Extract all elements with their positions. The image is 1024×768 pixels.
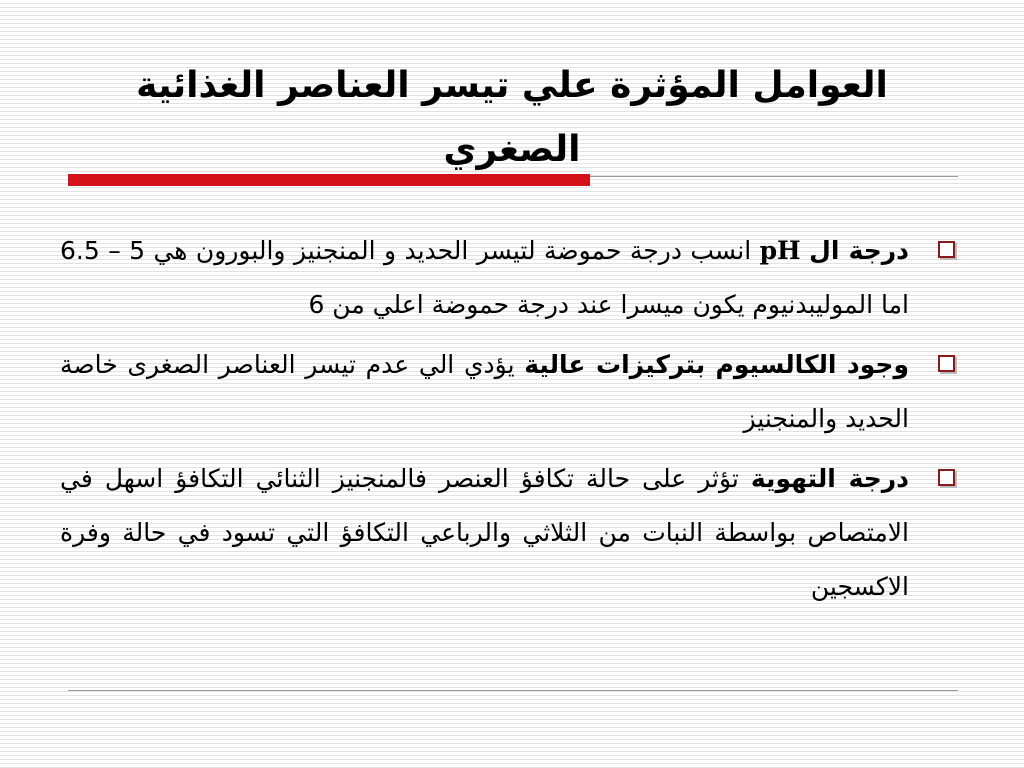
item-text: تؤثر على حالة تكافؤ العنصر فالمنجنيز الثنائي التكافؤ اسهل في الامتصاص بواسطة النبات من الثلاثي والرباعي التكافؤ التي تسود في حالة وفرة الاكسجين: [60, 464, 909, 601]
list-item-aeration: [60, 452, 965, 614]
item-lead: درجة التهوية: [750, 464, 909, 493]
item-text: انسب درجة حموضة لتيسر الحديد و المنجنيز والبورون هي 5 – 6.5 اما الموليبدنيوم يكون ميسرا عند درجة حموضة اعلي من 6: [60, 236, 909, 319]
list-item-ph: [60, 224, 965, 332]
item-text: يؤدي الي عدم تيسر العناصر الصغرى خاصة الحديد والمنجنيز: [60, 350, 909, 433]
title-line-2: الصغري: [443, 129, 581, 171]
hollow-square-bullet-icon: [938, 355, 955, 372]
title-accent-bar: [68, 174, 590, 186]
bullet-list: [60, 224, 965, 620]
hollow-square-bullet-icon: [938, 241, 955, 258]
item-lead: درجة ال: [809, 236, 909, 265]
slide-title: [40, 54, 984, 182]
footer-divider-line: [68, 690, 958, 691]
ph-term: pH: [759, 236, 801, 265]
hollow-square-bullet-icon: [938, 469, 955, 486]
item-lead: وجود الكالسيوم بتركيزات عالية: [524, 350, 909, 379]
title-line-1: العوامل المؤثرة علي تيسر العناصر الغذائية: [136, 65, 888, 107]
list-item-calcium: [60, 338, 965, 446]
